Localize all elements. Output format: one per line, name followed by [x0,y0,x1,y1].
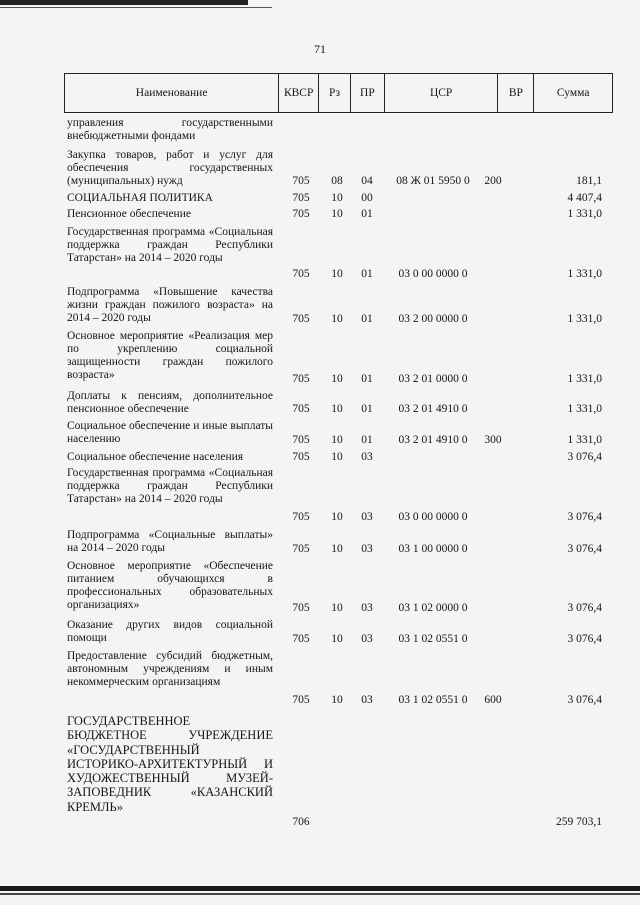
row-kvsr: 705 [292,373,310,385]
row-csr: 03 2 01 4910 0 [398,403,468,415]
row-name: Закупка товаров, работ и услуг для обеспечения государственных (муниципальных) нужд [67,149,273,187]
row-pr: 01 [361,403,373,415]
row-rz: 10 [331,192,343,204]
row-name: Основное мероприятие «Обеспечение питанием обучающихся в профессиональных образовательных организациях» [67,560,273,611]
row-kvsr: 705 [292,543,310,555]
row-pr: 03 [361,451,373,463]
row-vr: 200 [484,175,502,187]
header-rz: Рз [319,74,351,112]
row-pr: 03 [361,511,373,523]
row-sum: 1 331,0 [567,313,602,325]
row-sum: 3 076,4 [567,451,602,463]
row-pr: 01 [361,208,373,220]
row-sum: 3 076,4 [567,543,602,555]
row-kvsr: 705 [292,511,310,523]
row-sum: 3 076,4 [567,633,602,645]
row-kvsr: 705 [292,313,310,325]
row-pr: 03 [361,602,373,614]
row-kvsr: 705 [292,633,310,645]
row-rz: 10 [331,694,343,706]
row-vr: 300 [484,434,502,446]
top-scan-rule-thin [0,7,272,8]
header-name: Наименование [65,74,279,112]
header-pr: ПР [351,74,385,112]
row-pr: 03 [361,633,373,645]
row-sum: 1 331,0 [567,434,602,446]
row-name: Предоставление субсидий бюджетным, автономным учреждениям и иным некоммерческим организациям [67,650,273,688]
table-header [64,73,613,113]
row-kvsr: 705 [292,268,310,280]
row-csr: 03 0 00 0000 0 [398,268,468,280]
row-rz: 10 [331,543,343,555]
row-rz: 10 [331,451,343,463]
bottom-scan-bar [0,886,640,891]
row-rz: 10 [331,633,343,645]
row-kvsr: 705 [292,434,310,446]
row-csr: 03 1 02 0000 0 [398,602,468,614]
row-kvsr: 705 [292,192,310,204]
row-sum: 1 331,0 [567,373,602,385]
header-kvsr: КВСР [279,74,319,112]
row-pr: 01 [361,313,373,325]
row-rz: 10 [331,434,343,446]
row-csr: 03 2 01 0000 0 [398,373,468,385]
row-vr: 600 [484,694,502,706]
row-kvsr: 705 [292,403,310,415]
row-sum: 3 076,4 [567,694,602,706]
row-sum: 1 331,0 [567,208,602,220]
row-name: Доплаты к пенсиям, дополнительное пенсионное обеспечение [67,390,273,415]
row-name: СОЦИАЛЬНАЯ ПОЛИТИКА [67,192,213,204]
row-csr: 08 Ж 01 5950 0 [396,175,470,187]
row-csr: 03 0 00 0000 0 [398,511,468,523]
row-rz: 10 [331,373,343,385]
row-sum: 259 703,1 [556,816,602,828]
row-rz: 10 [331,268,343,280]
row-name: управления государственными внебюджетными фондами [67,117,273,142]
page-number: 71 [314,42,326,56]
row-name: ГОСУДАРСТВЕННОЕ БЮДЖЕТНОЕ УЧРЕЖДЕНИЕ «ГОСУДАРСТВЕННЫЙ ИСТОРИКО-АРХИТЕКТУРНЫЙ И ХУДОЖЕСТВЕННЫЙ МУЗЕЙ-ЗАПОВЕДНИК «КАЗАНСКИЙ КРЕМЛЬ» [67,714,273,814]
row-name: Социальное обеспечение населения [67,451,244,463]
row-csr: 03 2 01 4910 0 [398,434,468,446]
row-csr: 03 1 00 0000 0 [398,543,468,555]
row-csr: 03 1 02 0551 0 [398,633,468,645]
row-name: Государственная программа «Социальная поддержка граждан Республики Татарстан» на 2014 – 2020 годы [67,467,273,505]
row-rz: 10 [331,511,343,523]
row-pr: 04 [361,175,373,187]
row-kvsr: 706 [292,816,310,828]
row-sum: 1 331,0 [567,268,602,280]
row-name: Оказание других видов социальной помощи [67,619,273,644]
row-sum: 4 407,4 [567,192,602,204]
row-kvsr: 705 [292,175,310,187]
row-csr: 03 2 00 0000 0 [398,313,468,325]
row-name: Социальное обеспечение и иные выплаты населению [67,420,273,445]
row-rz: 10 [331,313,343,325]
row-kvsr: 705 [292,602,310,614]
row-kvsr: 705 [292,208,310,220]
row-csr: 03 1 02 0551 0 [398,694,468,706]
row-rz: 10 [331,208,343,220]
row-kvsr: 705 [292,694,310,706]
row-name: Подпрограмма «Повышение качества жизни граждан пожилого возраста» на 2014 – 2020 годы [67,286,273,324]
row-name: Подпрограмма «Социальные выплаты» на 2014 – 2020 годы [67,529,273,554]
header-sum: Сумма [556,87,590,99]
row-pr: 01 [361,373,373,385]
header-vr: ВР [498,74,534,112]
row-sum: 3 076,4 [567,602,602,614]
row-sum: 3 076,4 [567,511,602,523]
row-kvsr: 705 [292,451,310,463]
row-name: Государственная программа «Социальная поддержка граждан Республики Татарстан» на 2014 – 2020 годы [67,226,273,264]
row-pr: 03 [361,543,373,555]
row-sum: 181,1 [576,175,602,187]
header-csr: ЦСР [385,74,499,112]
row-rz: 10 [331,602,343,614]
row-pr: 03 [361,694,373,706]
row-pr: 01 [361,434,373,446]
top-scan-rule [0,0,248,5]
bottom-scan-bar-thin [0,893,640,895]
row-rz: 08 [331,175,343,187]
row-name: Пенсионное обеспечение [67,208,191,220]
row-name: Основное мероприятие «Реализация мер по укреплению социальной защищенности граждан пожилого возраста» [67,330,273,381]
row-pr: 00 [361,192,373,204]
row-pr: 01 [361,268,373,280]
row-rz: 10 [331,403,343,415]
row-sum: 1 331,0 [567,403,602,415]
